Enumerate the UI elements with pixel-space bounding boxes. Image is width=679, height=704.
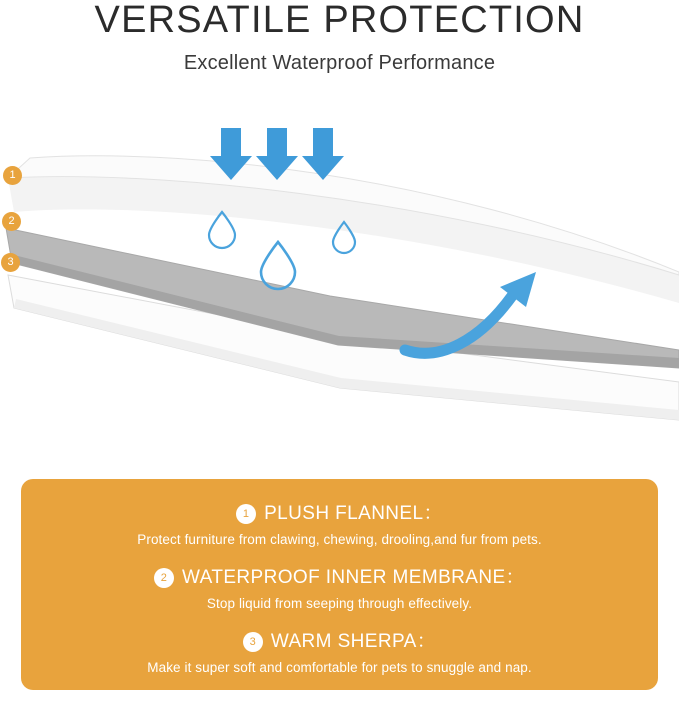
legend-item	[21, 501, 658, 551]
droplet-icon	[261, 242, 295, 289]
legend-item	[21, 629, 658, 679]
legend-item-heading	[21, 565, 658, 591]
legend-item	[21, 565, 658, 615]
legend-item-description: Stop liquid from seeping through effectively.	[206, 596, 473, 611]
legend-badge-2: 2	[154, 568, 174, 588]
page-title: VERSATILE PROTECTION	[94, 0, 585, 41]
legend-item-description: Make it super soft and comfortable for pets to snuggle and nap.	[147, 660, 532, 675]
legend-item-heading	[21, 501, 658, 527]
layers-illustration	[0, 100, 679, 460]
legend-item-description: Protect furniture from clawing, chewing, drooling,and fur from pets.	[137, 532, 542, 547]
legend-item-title: WARM SHERPA：	[270, 631, 437, 652]
legend-item-title: WATERPROOF INNER MEMBRANE：	[182, 567, 525, 588]
legend-badge-1: 1	[236, 504, 256, 524]
layer-badge-2: 2	[2, 212, 21, 231]
legend-item-heading	[21, 629, 658, 655]
droplet-icon	[209, 212, 235, 248]
legend-panel	[21, 479, 658, 690]
layers-diagram	[0, 100, 679, 460]
layer-badge-3: 3	[1, 253, 20, 272]
legend-item-title: PLUSH FLANNEL：	[264, 503, 443, 524]
layer-badge-1: 1	[3, 166, 22, 185]
page-subtitle: Excellent Waterproof Performance	[183, 52, 496, 74]
legend-badge-3: 3	[243, 632, 263, 652]
